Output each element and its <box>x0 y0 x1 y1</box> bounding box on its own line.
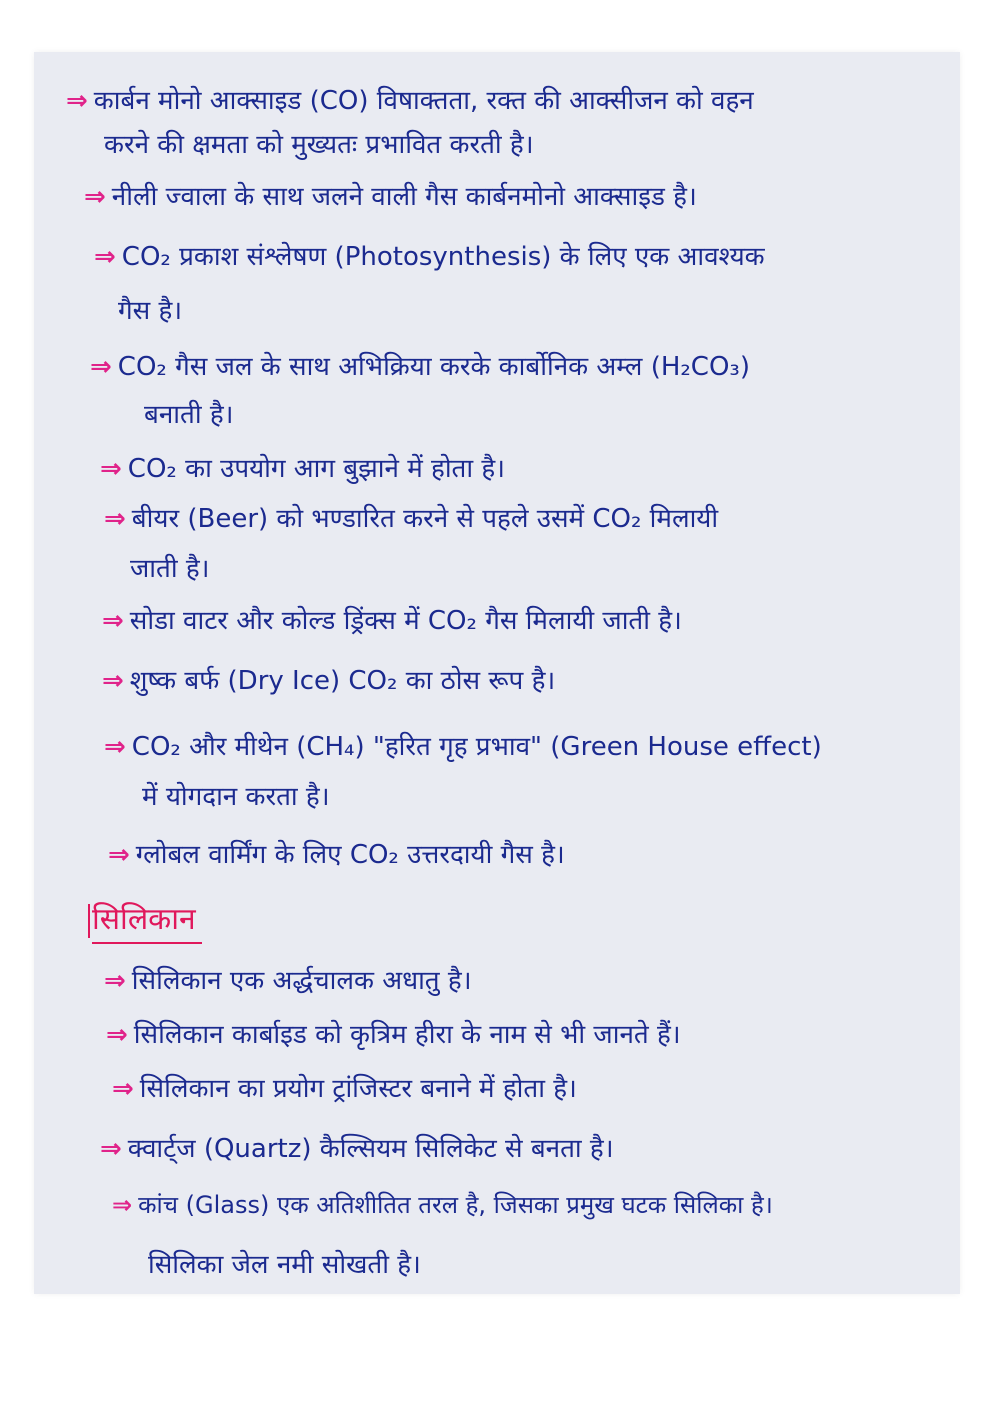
note-text: सिलिकान का प्रयोग ट्रांजिस्टर बनाने में होता है। <box>139 1074 577 1104</box>
note-continuation <box>144 398 234 432</box>
note-text: बीयर (Beer) को भण्डारित करने से पहले उसमें CO₂ मिलायी <box>131 504 719 534</box>
arrow-icon: ⇒ <box>90 352 112 382</box>
arrow-icon: ⇒ <box>104 966 126 996</box>
note-line <box>90 350 750 384</box>
note-text: नीली ज्वाला के साथ जलने वाली गैस कार्बनमोनो आक्साइड है। <box>111 182 697 212</box>
note-text: बनाती है। <box>144 400 234 430</box>
note-text: जाती है। <box>130 554 210 584</box>
note-continuation <box>148 1248 421 1282</box>
note-text: क्वार्ट्ज (Quartz) कैल्सियम सिलिकेट से बनता है। <box>127 1134 614 1164</box>
note-text: करने की क्षमता को मुख्यतः प्रभावित करती है। <box>104 130 534 160</box>
note-continuation <box>142 780 330 814</box>
note-line <box>102 604 682 638</box>
note-line <box>84 180 697 214</box>
arrow-icon: ⇒ <box>112 1074 134 1104</box>
arrow-icon: ⇒ <box>112 1191 133 1219</box>
arrow-icon: ⇒ <box>94 242 116 272</box>
note-line <box>106 1018 681 1052</box>
note-continuation <box>118 294 182 328</box>
note-text: सिलिकान एक अर्द्धचालक अधातु है। <box>131 966 472 996</box>
note-line <box>112 1188 773 1222</box>
note-line <box>104 964 472 998</box>
note-text: सोडा वाटर और कोल्ड ड्रिंक्स में CO₂ गैस मिलायी जाती है। <box>129 606 682 636</box>
note-text: CO₂ और मीथेन (CH₄) "हरित गृह प्रभाव" (Green House effect) <box>131 732 822 762</box>
note-text: में योगदान करता है। <box>142 782 330 812</box>
note-line <box>102 664 555 698</box>
arrow-icon: ⇒ <box>102 606 124 636</box>
note-text: कांच (Glass) एक अतिशीतित तरल है, जिसका प्रमुख घटक सिलिका है। <box>138 1191 773 1219</box>
section-heading: सिलिकान <box>92 900 202 944</box>
arrow-icon: ⇒ <box>66 86 88 116</box>
note-line <box>100 1132 614 1166</box>
note-text: शुष्क बर्फ (Dry Ice) CO₂ का ठोस रूप है। <box>129 666 556 696</box>
note-continuation <box>130 552 210 586</box>
note-text: सिलिका जेल नमी सोखती है। <box>148 1250 421 1280</box>
arrow-icon: ⇒ <box>104 504 126 534</box>
note-text: कार्बन मोनो आक्साइड (CO) विषाक्तता, रक्त की आक्सीजन को वहन <box>93 86 754 116</box>
note-text: CO₂ गैस जल के साथ अभिक्रिया करके कार्बोनिक अम्ल (H₂CO₃) <box>117 352 750 382</box>
note-text: CO₂ प्रकाश संश्लेषण (Photosynthesis) के लिए एक आवश्यक <box>121 242 765 272</box>
arrow-icon: ⇒ <box>100 1134 122 1164</box>
note-line <box>104 502 718 536</box>
note-text: गैस है। <box>118 296 183 326</box>
note-line <box>108 838 565 872</box>
note-line <box>112 1072 577 1106</box>
note-continuation <box>104 128 534 162</box>
note-text: ग्लोबल वार्मिंग के लिए CO₂ उत्तरदायी गैस है। <box>135 840 565 870</box>
note-line <box>66 84 754 118</box>
arrow-icon: ⇒ <box>104 732 126 762</box>
note-text: CO₂ का उपयोग आग बुझाने में होता है। <box>127 454 506 484</box>
heading-left-bar <box>88 904 90 938</box>
arrow-icon: ⇒ <box>102 666 124 696</box>
note-text: सिलिकान कार्बाइड को कृत्रिम हीरा के नाम से भी जानते हैं। <box>133 1020 681 1050</box>
note-line <box>100 452 505 486</box>
arrow-icon: ⇒ <box>106 1020 128 1050</box>
note-line <box>104 730 822 764</box>
arrow-icon: ⇒ <box>84 182 106 212</box>
arrow-icon: ⇒ <box>108 840 130 870</box>
arrow-icon: ⇒ <box>100 454 122 484</box>
note-line <box>94 240 765 274</box>
